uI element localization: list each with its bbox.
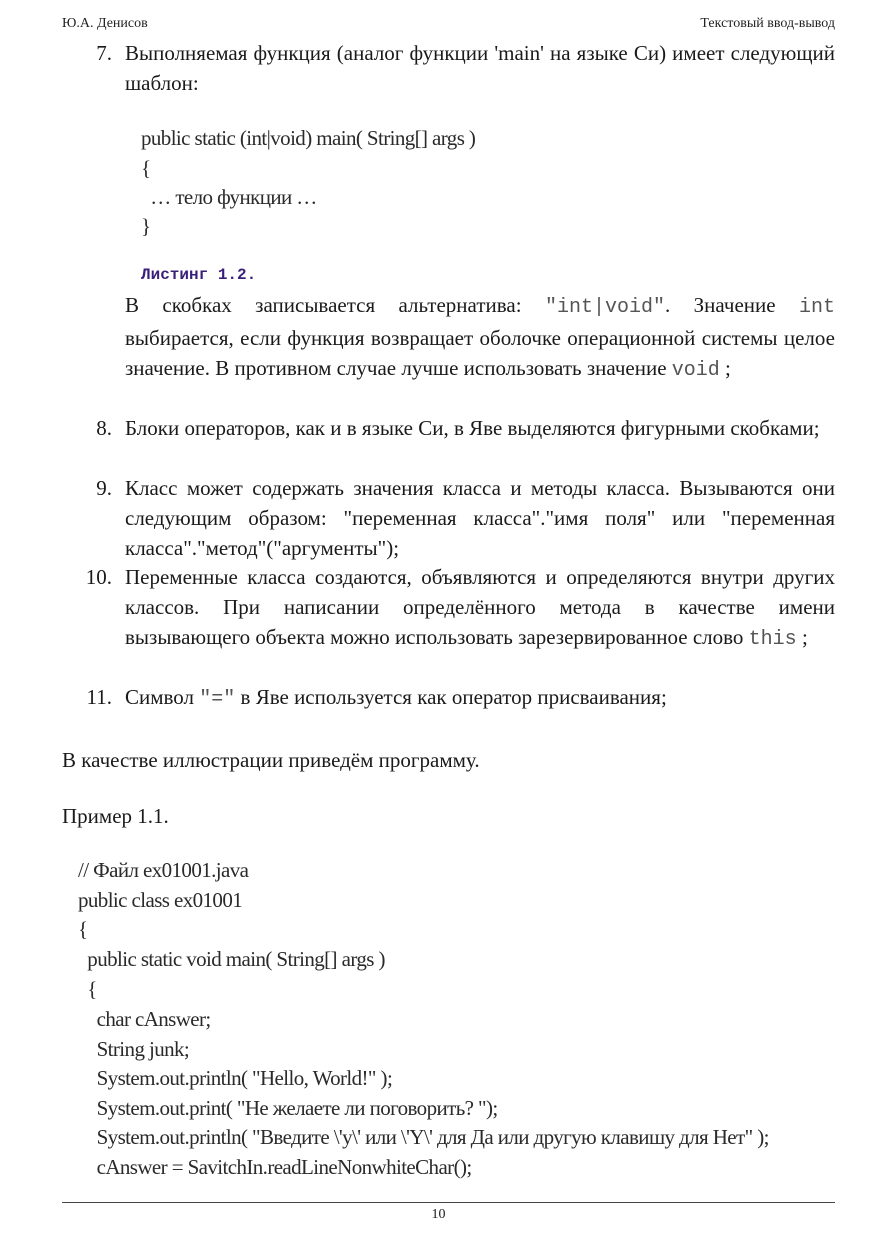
list-item-text: Символ "=" в Яве используется как оператор присваивания; bbox=[125, 685, 667, 711]
list-item-text: Класс может содержать значения класса и методы класса. Вызываются они следующим образом: "переменная класса"."имя поля" или "переменная класса"."метод"("аргументы"); bbox=[125, 476, 835, 560]
list-item-9 bbox=[62, 473, 835, 563]
list-item-number: 7. bbox=[96, 41, 112, 65]
list-item-number: 11. bbox=[86, 685, 112, 709]
template-code-line: { bbox=[141, 156, 151, 180]
template-code-line: … тело функции … bbox=[141, 185, 317, 209]
running-header-title: Текстовый ввод-вывод bbox=[700, 16, 835, 31]
list-item-10 bbox=[62, 562, 835, 682]
list-item-11 bbox=[62, 682, 835, 712]
example-code-line: public class ex01001 bbox=[78, 888, 243, 912]
list-item-number: 10. bbox=[85, 565, 112, 589]
example-title: Пример 1.1. bbox=[62, 804, 169, 828]
list-item-text: Блоки операторов, как и в языке Си, в Яве выделяются фигурными скобками; bbox=[125, 416, 820, 440]
list-item-number: 8. bbox=[96, 416, 112, 440]
list-item-7 bbox=[62, 38, 835, 98]
example-code-line: System.out.print( "Не желаете ли поговорить? "); bbox=[78, 1096, 498, 1120]
list-item-8 bbox=[62, 413, 835, 473]
running-header-author: Ю.А. Денисов bbox=[62, 16, 148, 31]
template-code-line: public static (int|void) main( String[] args ) bbox=[141, 126, 476, 150]
list-item-text: Выполняемая функция (аналог функции 'main' на языке Си) имеет следующий шаблон: bbox=[125, 41, 835, 95]
listing-caption: Листинг 1.2. bbox=[141, 266, 257, 284]
example-code-line: System.out.println( "Введите \'y\' или \'Y\' для Да или другую клавишу для Нет" ); bbox=[78, 1125, 769, 1149]
list-item-text: Переменные класса создаются, объявляются и определяются внутри других классов. При написании определённого метода в качестве имени вызывающего объекта можно использовать зарезервированное слово this ; bbox=[125, 565, 835, 651]
example-code-line: char cAnswer; bbox=[78, 1007, 211, 1031]
explanation-paragraph bbox=[62, 290, 835, 410]
list-item-number: 9. bbox=[96, 476, 112, 500]
example-code-line: public static void main( String[] args ) bbox=[78, 947, 385, 971]
footer-rule bbox=[62, 1202, 835, 1203]
example-code-line: String junk; bbox=[78, 1037, 190, 1061]
page-number: 10 bbox=[431, 1207, 446, 1222]
example-code-line: { bbox=[78, 977, 97, 1001]
explanation-text: В скобках записывается альтернатива: "int|void". Значение int выбирается, если функция возвращает оболочке операционной системы целое значение. В противном случае лучше использовать значение void ; bbox=[125, 293, 836, 382]
example-code-line: cAnswer = SavitchIn.readLineNonwhiteChar(); bbox=[78, 1155, 472, 1179]
example-code-line: System.out.println( "Hello, World!" ); bbox=[78, 1066, 393, 1090]
example-code-line: // Файл ex01001.java bbox=[78, 858, 249, 882]
template-code-line: } bbox=[141, 214, 151, 238]
example-code-line: { bbox=[78, 917, 88, 941]
intro-paragraph: В качестве иллюстрации приведём программу. bbox=[62, 748, 480, 772]
